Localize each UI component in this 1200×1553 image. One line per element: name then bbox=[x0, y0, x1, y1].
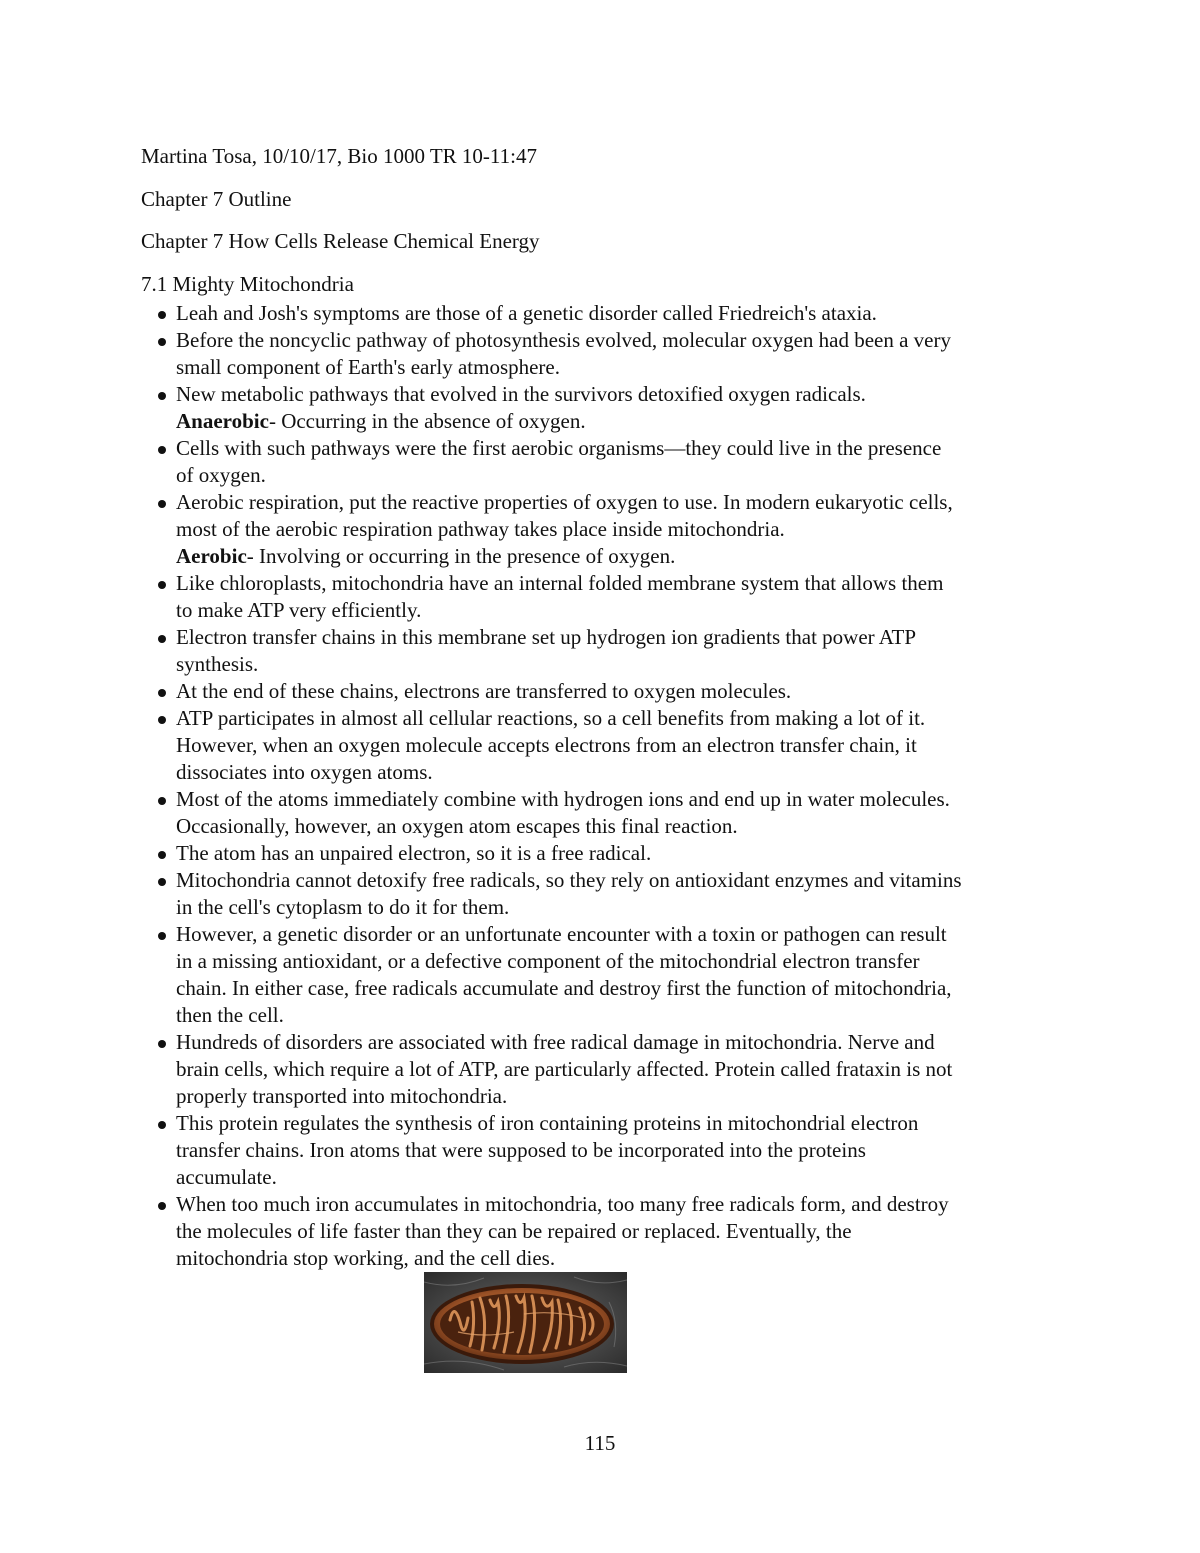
bullet-dot-icon bbox=[158, 392, 166, 400]
bullet-text-line: Electron transfer chains in this membrane set up hydrogen ion gradients that power ATP bbox=[176, 625, 917, 649]
bullet-text-line: of oxygen. bbox=[176, 463, 266, 487]
bullet-text-line: Leah and Josh's symptoms are those of a genetic disorder called Friedreich's ataxia. bbox=[176, 301, 877, 325]
bullet-item bbox=[141, 624, 1071, 678]
bullet-text-line: Hundreds of disorders are associated with free radical damage in mitochondria. Nerve and bbox=[176, 1030, 935, 1054]
bullet-item bbox=[141, 786, 1071, 840]
chapter-title: Chapter 7 How Cells Release Chemical Energy bbox=[141, 229, 540, 253]
bullet-text-line: The atom has an unpaired electron, so it is a free radical. bbox=[176, 841, 652, 865]
bullet-text-line: At the end of these chains, electrons are transferred to oxygen molecules. bbox=[176, 679, 792, 703]
bullet-dot-icon bbox=[158, 851, 166, 859]
bullet-item bbox=[141, 489, 1071, 570]
bullet-text-line: Aerobic respiration, put the reactive properties of oxygen to use. In modern eukaryotic cells, bbox=[176, 490, 953, 514]
author-line: Martina Tosa, 10/10/17, Bio 1000 TR 10-11:47 bbox=[141, 144, 537, 168]
bullet-dot-icon bbox=[158, 1040, 166, 1048]
bullet-dot-icon bbox=[158, 1202, 166, 1210]
bullet-item bbox=[141, 435, 1071, 489]
bullet-text-line: Occasionally, however, an oxygen atom escapes this final reaction. bbox=[176, 814, 738, 838]
bullet-text-line: However, a genetic disorder or an unfortunate encounter with a toxin or pathogen can result bbox=[176, 922, 947, 946]
bullet-text-line: synthesis. bbox=[176, 652, 259, 676]
bullet-text-line: the molecules of life faster than they can be repaired or replaced. Eventually, the bbox=[176, 1219, 852, 1243]
page-number: 115 bbox=[584, 1431, 616, 1455]
bullet-text-line: accumulate. bbox=[176, 1165, 277, 1189]
bullet-item bbox=[141, 867, 1071, 921]
bullet-text-line: Cells with such pathways were the first aerobic organisms—they could live in the presence bbox=[176, 436, 942, 460]
bullet-text-line: Like chloroplasts, mitochondria have an internal folded membrane system that allows them bbox=[176, 571, 944, 595]
bullet-dot-icon bbox=[158, 932, 166, 940]
definition-text: - Occurring in the absence of oxygen. bbox=[268, 409, 586, 433]
bullet-text-line: This protein regulates the synthesis of iron containing proteins in mitochondrial electron bbox=[176, 1111, 919, 1135]
bullet-text-line: then the cell. bbox=[176, 1003, 284, 1027]
bullet-text-line: most of the aerobic respiration pathway takes place inside mitochondria. bbox=[176, 517, 785, 541]
bullet-text-line: dissociates into oxygen atoms. bbox=[176, 760, 433, 784]
bullet-dot-icon bbox=[158, 797, 166, 805]
bullet-dot-icon bbox=[158, 338, 166, 346]
bullet-item bbox=[141, 678, 1071, 705]
bullet-dot-icon bbox=[158, 446, 166, 454]
bullet-dot-icon bbox=[158, 500, 166, 508]
definition-text: - Involving or occurring in the presence of oxygen. bbox=[246, 544, 676, 568]
bullet-text-line: Mitochondria cannot detoxify free radicals, so they rely on antioxidant enzymes and vitamins bbox=[176, 868, 962, 892]
bullet-item bbox=[141, 300, 1071, 327]
bullet-text-line: chain. In either case, free radicals accumulate and destroy first the function of mitochondria, bbox=[176, 976, 952, 1000]
bullet-item bbox=[141, 705, 1071, 786]
bullet-text-line: in a missing antioxidant, or a defective component of the mitochondrial electron transfer bbox=[176, 949, 920, 973]
bullet-text-line: New metabolic pathways that evolved in the survivors detoxified oxygen radicals. bbox=[176, 382, 866, 406]
bullet-dot-icon bbox=[158, 581, 166, 589]
bullet-list bbox=[141, 300, 1071, 1272]
bullet-text-line: transfer chains. Iron atoms that were supposed to be incorporated into the proteins bbox=[176, 1138, 866, 1162]
bullet-dot-icon bbox=[158, 689, 166, 697]
bullet-text-line: Most of the atoms immediately combine with hydrogen ions and end up in water molecules. bbox=[176, 787, 950, 811]
bullet-item bbox=[141, 1191, 1071, 1272]
bullet-text-line: However, when an oxygen molecule accepts electrons from an electron transfer chain, it bbox=[176, 733, 917, 757]
bullet-item bbox=[141, 921, 1071, 1029]
definition-term: Aerobic bbox=[176, 544, 247, 568]
bullet-item bbox=[141, 1029, 1071, 1110]
bullet-text-line: in the cell's cytoplasm to do it for them. bbox=[176, 895, 510, 919]
mitochondrion-micrograph bbox=[424, 1272, 627, 1373]
outline-title: Chapter 7 Outline bbox=[141, 187, 292, 211]
bullet-item bbox=[141, 1110, 1071, 1191]
definition-term: Anaerobic bbox=[176, 409, 269, 433]
bullet-text-line: properly transported into mitochondria. bbox=[176, 1084, 508, 1108]
bullet-text-line: Before the noncyclic pathway of photosynthesis evolved, molecular oxygen had been a very bbox=[176, 328, 952, 352]
bullet-dot-icon bbox=[158, 1121, 166, 1129]
bullet-dot-icon bbox=[158, 878, 166, 886]
bullet-dot-icon bbox=[158, 716, 166, 724]
bullet-dot-icon bbox=[158, 635, 166, 643]
definition-line bbox=[176, 543, 1071, 570]
section-title: 7.1 Mighty Mitochondria bbox=[141, 272, 354, 296]
bullet-item bbox=[141, 840, 1071, 867]
bullet-text-line: mitochondria stop working, and the cell dies. bbox=[176, 1246, 556, 1270]
bullet-dot-icon bbox=[158, 311, 166, 319]
bullet-item bbox=[141, 570, 1071, 624]
bullet-text-line: small component of Earth's early atmosphere. bbox=[176, 355, 560, 379]
bullet-text-line: When too much iron accumulates in mitochondria, too many free radicals form, and destroy bbox=[176, 1192, 949, 1216]
bullet-item bbox=[141, 381, 1071, 435]
bullet-item bbox=[141, 327, 1071, 381]
definition-line bbox=[176, 408, 1071, 435]
bullet-text-line: to make ATP very efficiently. bbox=[176, 598, 422, 622]
bullet-text-line: ATP participates in almost all cellular reactions, so a cell benefits from making a lot of it. bbox=[176, 706, 926, 730]
bullet-text-line: brain cells, which require a lot of ATP, are particularly affected. Protein called frataxin is not bbox=[176, 1057, 953, 1081]
